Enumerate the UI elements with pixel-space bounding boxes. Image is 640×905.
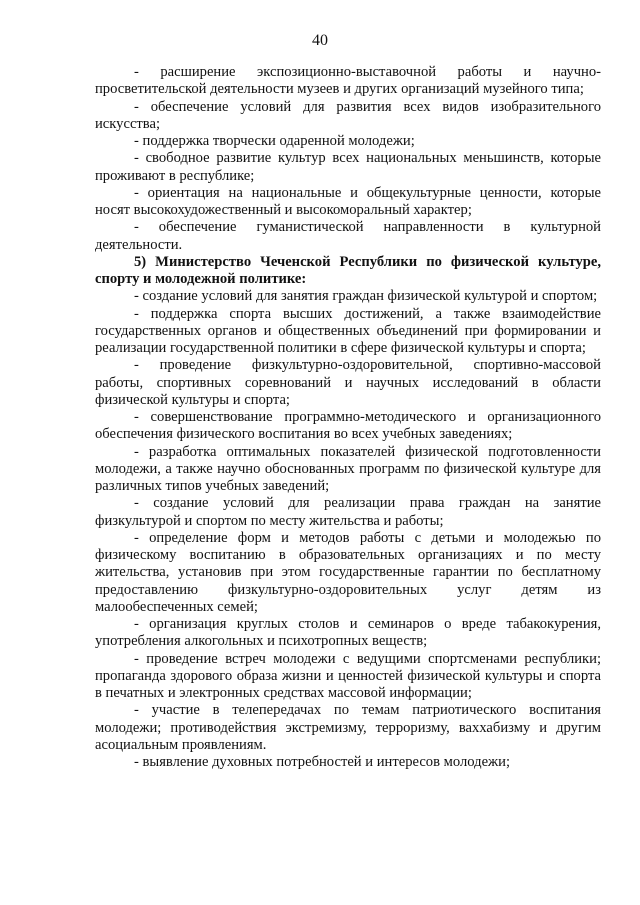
- list-item: - свободное развитие культур всех национальных меньшинств, которые проживают в республике;: [95, 150, 601, 184]
- list-item: - поддержка творчески одаренной молодежи;: [134, 133, 415, 149]
- page-number: 40: [312, 32, 328, 49]
- list-item: - обеспечение гуманистической направленности в культурной деятельности.: [95, 219, 601, 253]
- list-item: - расширение экспозиционно-выставочной работы и научно-просветительской деятельности музеев и других организаций музейного типа;: [95, 64, 601, 98]
- list-item: - организация круглых столов и семинаров о вреде табакокурения, употребления алкогольных и психотропных веществ;: [95, 616, 601, 650]
- list-item: - создание условий для занятия граждан физической культурой и спортом;: [134, 288, 598, 305]
- list-item: - проведение физкультурно-оздоровительной, спортивно-массовой работы, спортивных соревнований и научных исследований в области физической культуры и спорта;: [95, 357, 601, 408]
- list-item: - проведение встреч молодежи с ведущими спортсменами республики; пропаганда здорового образа жизни и ценностей физической культуры и спорта в печатных и электронных средствах массовой информации;: [95, 650, 601, 701]
- document-body: [95, 64, 601, 771]
- list-item: - создание условий для реализации права граждан на занятие физкультурой и спортом по месту жительства и работы;: [95, 495, 601, 529]
- list-item: - участие в телепередачах по темам патриотического воспитания молодежи; противодействия экстремизму, терроризму, ваххабизму и другим асоциальным проявлениям.: [95, 702, 601, 753]
- list-item: - поддержка спорта высших достижений, а также взаимодействие государственных органов и общественных объединений при формировании и реализации государственной политики в сфере физической культуры и спорта;: [95, 305, 601, 356]
- list-item: - совершенствование программно-методического и организационного обеспечения физического воспитания во всех учебных заведениях;: [95, 409, 601, 443]
- list-item: - ориентация на национальные и общекультурные ценности, которые носят высокохудожественный и высокоморальный характер;: [95, 184, 601, 218]
- list-item: - разработка оптимальных показателей физической подготовленности молодежи, а также научно обоснованных программ по физической культуре для различных типов учебных заведений;: [95, 443, 601, 494]
- list-item: - выявление духовных потребностей и интересов молодежи;: [134, 754, 510, 770]
- list-item: - обеспечение условий для развития всех видов изобразительного искусства;: [95, 98, 601, 132]
- list-item: - определение форм и методов работы с детьми и молодежью по физическому воспитанию в образовательных организациях и по месту жительства, установив при этом государственные гарантии по бесплатному предоставлению физкультурно-оздоровительных услуг детям из малообеспеченных семей;: [95, 529, 601, 615]
- section-heading: 5) Министерство Чеченской Республики по физической культуре, спорту и молодежной политике:: [95, 253, 601, 287]
